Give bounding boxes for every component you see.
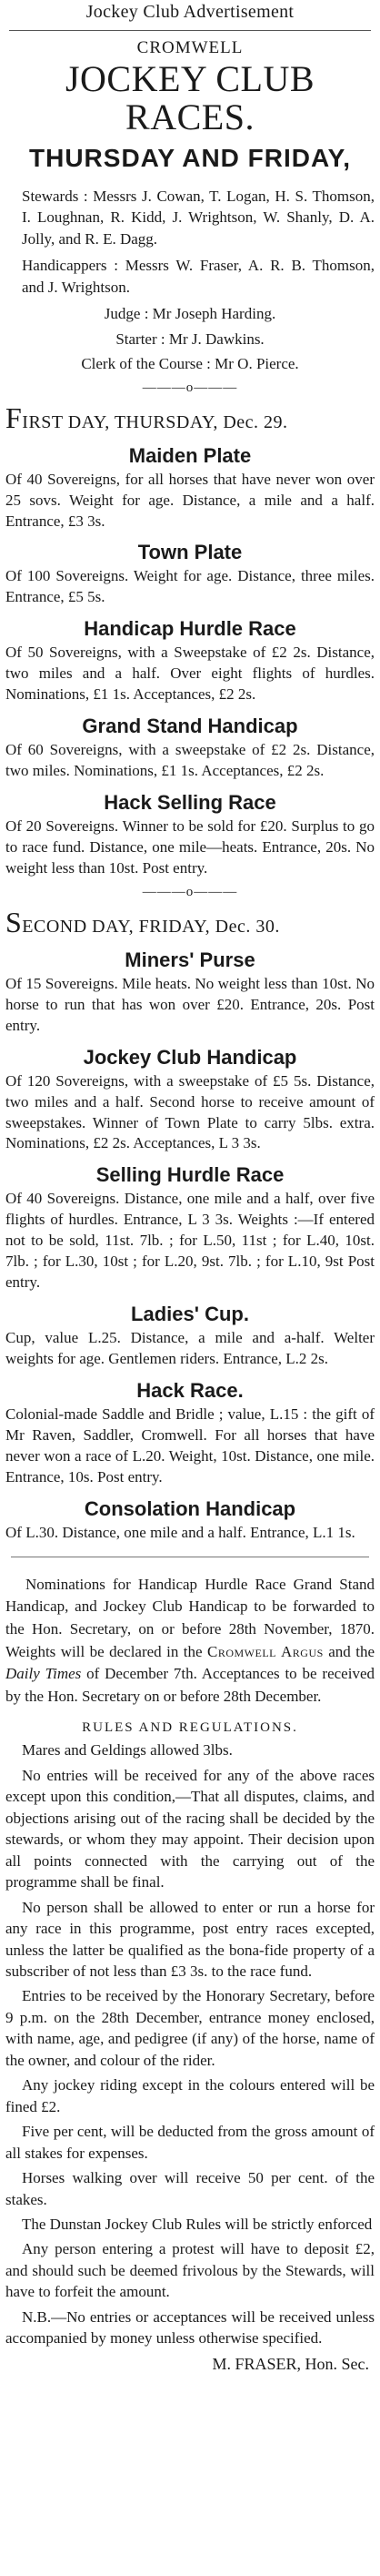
handicappers-list: Handicappers : Messrs W. Fraser, A. R. B. Thomson, and J. Wrightson. [22, 257, 375, 296]
race-title: Grand Stand Handicap [82, 715, 298, 738]
rule-item: No person shall be allowed to enter or run a horse for any race in this programme, post entry races excepted, unless the latter be qualified as the bona-fide property of a subscriber of not less than £3 3s. to the race fund. [5, 1898, 375, 1980]
race-title: Hack Race. [136, 1378, 244, 1402]
secretary-signature: M. FRASER, Hon. Sec. [212, 2354, 369, 2373]
race-title: Hack Selling Race [104, 791, 276, 814]
race-body: Of 15 Sovereigns. Mile heats. No weight less than 10st. No horse to run that has won over £20. Entrance, 20s. Post entry. [5, 974, 375, 1034]
rule-item: N.B.—No entries or acceptances will be received unless accompanied by money unless otherwise specified. [5, 2307, 375, 2348]
race-body: Of 120 Sovereigns, with a sweepstake of £5 5s. Distance, two miles and a half. Second horse to receive amount of sweepstakes. Winner of Town Plate to carry 5lbs. extra. Nominations, £2 2s. Acceptances, L 3 3s. [5, 1071, 375, 1152]
second-day-initial: S [5, 905, 23, 938]
masthead-days: THURSDAY AND FRIDAY, [29, 144, 351, 172]
race-title: Town Plate [137, 541, 243, 564]
race-body: Of 50 Sovereigns, with a Sweepstake of £2 2s. Distance, two miles and a half. Over eight flights of hurdles. Nominations, £1 1s. Acceptances, £2 2s. [5, 644, 375, 704]
rule-item: No entries will be received for any of the above races except upon this condition,—That all disputes, claims, and objections arising out of the racing shall be decided by the stewards, or whom they may appoint. Their decision upon all points connected with the carrying out of the programme shall be final. [5, 1766, 375, 1891]
race-title: Selling Hurdle Race [95, 1163, 285, 1187]
rule-item: Any jockey riding except in the colours entered will be fined £2. [5, 2076, 375, 2115]
rules-title: RULES AND REGULATIONS. [82, 1720, 298, 1736]
second-day-heading-text: ECOND DAY, FRIDAY, Dec. 30. [22, 916, 280, 937]
starter-line: Starter : Mr J. Dawkins. [115, 330, 265, 348]
nominations-text-a: Nominations for Handicap Hurdle Race Grand Stand Handicap, and Jockey Club Handicap to be forwarded to the Hon. Secretary, on or before 28th November, 1870. Weights will be declared in the [5, 1575, 375, 1660]
masthead-title: JOCKEY CLUB RACES. [65, 58, 315, 137]
rules-list [5, 1739, 375, 2348]
rule-item: Any person entering a protest will have to deposit £2, and should such be deemed frivolous by the Stewards, will have to forfeit the amount. [5, 2240, 375, 2301]
nominations-text-c: of December 7th. Acceptances to be received by the Hon. Secretary on or before 28th December. [5, 1665, 375, 1705]
first-day-heading-text: IRST DAY, THURSDAY, Dec. 29. [22, 411, 288, 432]
race-body: Of 100 Sovereigns. Weight for age. Distance, three miles. Entrance, £5 5s. [5, 567, 375, 606]
second-day-heading [5, 906, 375, 939]
race-title: Handicap Hurdle Race [84, 617, 296, 641]
nominations-text-b: and the [323, 1642, 375, 1660]
judge-line: Judge : Mr Joseph Harding. [104, 305, 276, 323]
rule-item: Horses walking over will receive 50 per cent. of the stakes. [5, 2169, 375, 2208]
header-rule [9, 30, 371, 31]
race-body: Of L.30. Distance, one mile and a half. Entrance, L.1 1s. [5, 1523, 355, 1541]
stewards-list: Stewards : Messrs J. Cowan, T. Logan, H. S. Thomson, I. Loughnan, R. Kidd, J. Wrightson, W. Shanly, D. A. Jolly, and R. E. Dagg. [22, 188, 375, 248]
section-separator: ———o——— [142, 884, 238, 899]
race-body: Of 60 Sovereigns, with a sweepstake of £2 2s. Distance, two miles. Nominations, £1 1s. Acceptances, £2 2s. [5, 741, 375, 780]
race-title: Jockey Club Handicap [83, 1045, 297, 1069]
race-title: Ladies' Cup. [131, 1303, 249, 1326]
clerk-line: Clerk of the Course : Mr O. Pierce. [81, 355, 299, 373]
rule-item: Entries to be received by the Honorary Secretary, before 9 p.m. on the 28th December, entrance money enclosed, with name, age, and pedigree (if any) of the horse, name of the owner, and colour of the rider. [5, 1987, 375, 2069]
nominations-paper-name: Cromwell Argus [207, 1642, 324, 1660]
rule-item: Five per cent, will be deducted from the gross amount of all stakes for expenses. [5, 2123, 375, 2162]
race-body: Of 40 Sovereigns. Distance, one mile and a half, over five flights of hurdles. Entrance, L 3 3s. Weights :—If entered not to be sold, 11st. 7lb. ; for L.50, 11st ; for L.40, 10st. 7lb. ; for L.30, 10st ; for L.20, 9st. 7lb. ; for L.10, 9st Post entry. [5, 1190, 375, 1292]
advertisement-column [5, 0, 375, 2374]
rule-item: The Dunstan Jockey Club Rules will be strictly enforced [22, 2215, 373, 2233]
rule-item: Mares and Geldings allowed 3lbs. [22, 1741, 233, 1760]
masthead-town: CROMWELL [136, 38, 244, 57]
section-separator: ———o——— [142, 380, 238, 395]
race-title: Consolation Handicap [84, 1496, 296, 1520]
race-title: Miners' Purse [125, 948, 255, 971]
first-day-heading [5, 401, 375, 435]
race-title: Maiden Plate [128, 443, 252, 467]
race-body: Cup, value L.25. Distance, a mile and a-half. Welter weights for age. Gentlemen riders. Entrance, L.2 2s. [5, 1329, 375, 1367]
page-header-title: Jockey Club Advertisement [85, 2, 295, 22]
race-body: Of 20 Sovereigns. Winner to be sold for £20. Surplus to go to race fund. Distance, one mile—heats. Entrance, 20s. No weight less than 10st. Post entry. [5, 817, 375, 877]
first-day-races [5, 444, 375, 879]
second-day-races [5, 948, 375, 1544]
nominations-times-name: Daily Times [5, 1665, 82, 1683]
nominations-paragraph [5, 1574, 375, 1709]
race-body: Of 40 Sovereigns, for all horses that have never won over 25 sovs. Weight for age. Distance, a mile and a half. Entrance, £3 3s. [5, 470, 375, 530]
race-body: Colonial-made Saddle and Bridle ; value, L.15 : the gift of Mr Raven, Saddler, Cromwell. For all horses that have never won a race of L.20. Weight, 10st. Distance, one mile. Entrance, 10s. Post entry. [5, 1405, 375, 1486]
first-day-initial: F [5, 401, 23, 434]
